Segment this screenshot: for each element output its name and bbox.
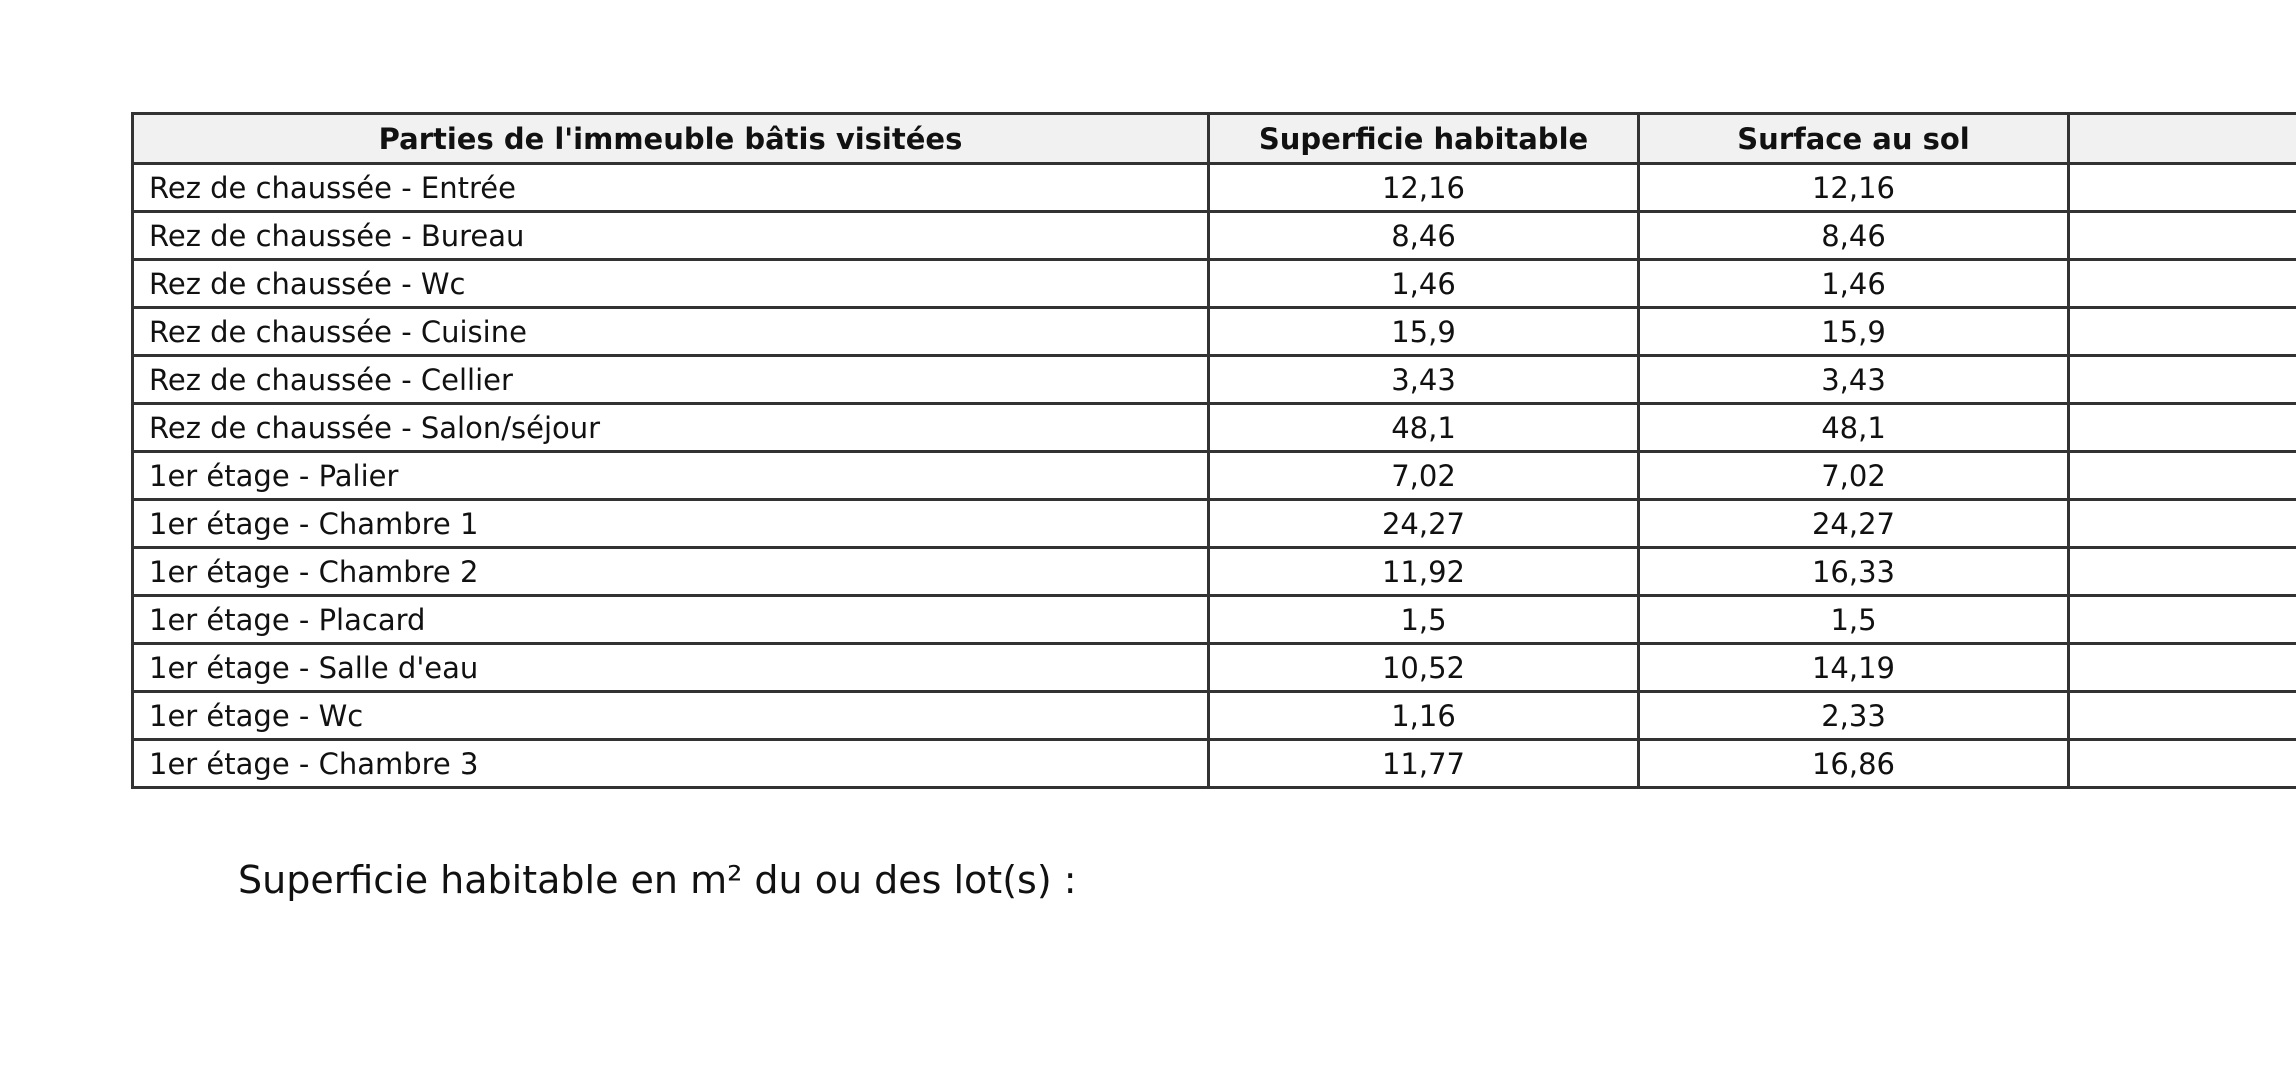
table-row <box>133 500 2296 548</box>
table-body <box>133 164 2296 788</box>
superficie-habitable-value: 11,92 <box>1209 548 1639 596</box>
table-row <box>133 212 2296 260</box>
room-name: Rez de chaussée - Salon/séjour <box>133 404 1209 452</box>
extra-cell <box>2069 356 2296 404</box>
extra-cell <box>2069 308 2296 356</box>
extra-cell <box>2069 452 2296 500</box>
room-name: 1er étage - Chambre 1 <box>133 500 1209 548</box>
table-row <box>133 452 2296 500</box>
table-row <box>133 548 2296 596</box>
room-name: 1er étage - Chambre 3 <box>133 740 1209 788</box>
surface-au-sol-value: 15,9 <box>1639 308 2069 356</box>
room-name: 1er étage - Palier <box>133 452 1209 500</box>
header-extra <box>2069 114 2296 164</box>
surface-au-sol-value: 1,46 <box>1639 260 2069 308</box>
extra-cell <box>2069 500 2296 548</box>
extra-cell <box>2069 548 2296 596</box>
room-name: 1er étage - Salle d'eau <box>133 644 1209 692</box>
superficie-habitable-value: 48,1 <box>1209 404 1639 452</box>
surface-au-sol-value: 16,33 <box>1639 548 2069 596</box>
superficie-habitable-value: 12,16 <box>1209 164 1639 212</box>
superficie-habitable-value: 3,43 <box>1209 356 1639 404</box>
table-row <box>133 260 2296 308</box>
table-row <box>133 596 2296 644</box>
extra-cell <box>2069 212 2296 260</box>
room-name: Rez de chaussée - Cellier <box>133 356 1209 404</box>
table-row <box>133 356 2296 404</box>
extra-cell <box>2069 740 2296 788</box>
table-row <box>133 740 2296 788</box>
superficie-habitable-value: 10,52 <box>1209 644 1639 692</box>
surface-au-sol-value: 16,86 <box>1639 740 2069 788</box>
surface-au-sol-value: 48,1 <box>1639 404 2069 452</box>
header-rooms: Parties de l'immeuble bâtis visitées <box>133 114 1209 164</box>
superficie-habitable-value: 15,9 <box>1209 308 1639 356</box>
surface-au-sol-value: 24,27 <box>1639 500 2069 548</box>
room-name: 1er étage - Chambre 2 <box>133 548 1209 596</box>
summary-label: Superficie habitable en m² du ou des lot(s) : <box>238 858 1077 902</box>
extra-cell <box>2069 404 2296 452</box>
extra-cell <box>2069 260 2296 308</box>
header-surface-au-sol: Surface au sol <box>1639 114 2069 164</box>
room-name: 1er étage - Placard <box>133 596 1209 644</box>
superficie-habitable-value: 24,27 <box>1209 500 1639 548</box>
extra-cell <box>2069 596 2296 644</box>
table-row <box>133 308 2296 356</box>
superficie-habitable-value: 7,02 <box>1209 452 1639 500</box>
extra-cell <box>2069 692 2296 740</box>
surface-au-sol-value: 3,43 <box>1639 356 2069 404</box>
room-name: 1er étage - Wc <box>133 692 1209 740</box>
room-name: Rez de chaussée - Bureau <box>133 212 1209 260</box>
table-row <box>133 644 2296 692</box>
table-header-row <box>133 114 2296 164</box>
superficie-habitable-value: 11,77 <box>1209 740 1639 788</box>
superficie-habitable-value: 8,46 <box>1209 212 1639 260</box>
extra-cell <box>2069 644 2296 692</box>
superficie-habitable-value: 1,16 <box>1209 692 1639 740</box>
surface-table <box>131 112 2296 789</box>
surface-au-sol-value: 14,19 <box>1639 644 2069 692</box>
room-name: Rez de chaussée - Wc <box>133 260 1209 308</box>
surface-au-sol-value: 1,5 <box>1639 596 2069 644</box>
table-row <box>133 692 2296 740</box>
room-name: Rez de chaussée - Entrée <box>133 164 1209 212</box>
superficie-habitable-value: 1,46 <box>1209 260 1639 308</box>
header-superficie-habitable: Superficie habitable <box>1209 114 1639 164</box>
table-row <box>133 164 2296 212</box>
surface-au-sol-value: 12,16 <box>1639 164 2069 212</box>
surface-au-sol-value: 2,33 <box>1639 692 2069 740</box>
superficie-habitable-value: 1,5 <box>1209 596 1639 644</box>
surface-au-sol-value: 8,46 <box>1639 212 2069 260</box>
surface-au-sol-value: 7,02 <box>1639 452 2069 500</box>
table-row <box>133 404 2296 452</box>
room-name: Rez de chaussée - Cuisine <box>133 308 1209 356</box>
extra-cell <box>2069 164 2296 212</box>
